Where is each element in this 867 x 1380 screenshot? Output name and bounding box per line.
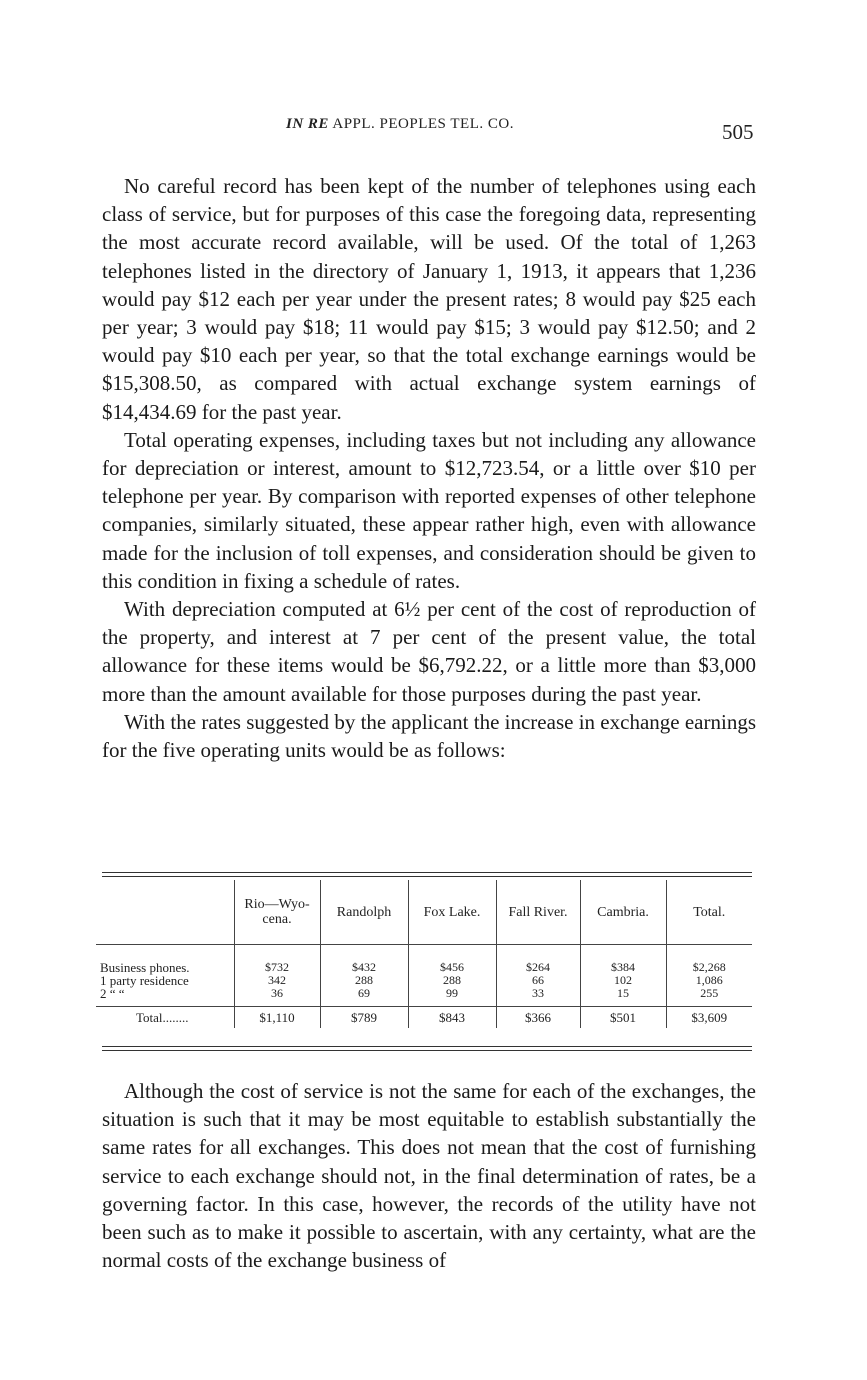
cell-value: 69 (358, 986, 370, 1000)
column-header: Fox Lake. (408, 880, 496, 945)
table-cell-rio-wyocena (234, 945, 320, 1007)
table-top-rule-1 (102, 872, 752, 873)
table-bottom-rule-1 (102, 1046, 752, 1047)
body-text-before-table (102, 172, 756, 764)
paragraph-suggested-rates: With the rates suggested by the applicant the increase in exchange earnings for the five operating units would be as follows: (102, 709, 756, 763)
cell-value: 288 (355, 973, 373, 987)
table-cell-fall-river (496, 945, 580, 1007)
cell-value: 66 (532, 973, 544, 987)
earnings-increase-table (96, 880, 752, 1028)
total-cell: $366 (496, 1007, 580, 1029)
cell-value: $456 (440, 960, 464, 974)
table-total-row (96, 1007, 752, 1029)
row-label: Business phones. (100, 960, 190, 975)
running-head-case-prefix: IN RE (286, 116, 329, 132)
cell-value: 15 (617, 986, 629, 1000)
row-label: 1 party residence (100, 973, 189, 988)
cell-value: $264 (526, 960, 550, 974)
total-label: Total........ (96, 1007, 234, 1029)
cell-value: $432 (352, 960, 376, 974)
cell-value: 288 (443, 973, 461, 987)
paragraph-cost-of-service: Although the cost of service is not the same for each of the exchanges, the situation is such that it may be most equitable to establish substantially the same rates for all exchanges. This does not mean that the cost of furnishing service to each exchange should not, in the final determination of rates, be a governing factor. In this case, however, the records of the utility have not been such as to make it possible to ascertain, with any certainty, what are the normal costs of the exchange business of (102, 1079, 756, 1273)
paragraph-operating-expenses: Total operating expenses, including taxes but not including any allowance for depreciation or interest, amount to $12,723.54, or a little over $10 per telephone per year. By comparison with reported expenses of other telephone companies, similarly situated, these appear rather high, even with allowance made for the inclusion of toll expenses, and consideration should be given to this condition in fixing a schedule of rates. (102, 427, 756, 593)
total-cell: $789 (320, 1007, 408, 1029)
row-labels (96, 945, 234, 1007)
running-head (286, 116, 514, 133)
column-header: Total. (666, 880, 752, 945)
column-header: Randolph (320, 880, 408, 945)
table-bottom-rule-2 (102, 1050, 752, 1051)
cell-value: 33 (532, 986, 544, 1000)
table-cell-total (666, 945, 752, 1007)
total-cell: $843 (408, 1007, 496, 1029)
cell-value: $732 (265, 960, 289, 974)
column-header: Fall River. (496, 880, 580, 945)
cell-value: 342 (268, 973, 286, 987)
cell-value: $384 (611, 960, 635, 974)
running-head-title: APPL. PEOPLES TEL. CO. (328, 116, 514, 132)
table-header-row (96, 880, 752, 945)
total-cell: $501 (580, 1007, 666, 1029)
total-cell: $1,110 (234, 1007, 320, 1029)
table-cell-cambria (580, 945, 666, 1007)
cell-value: 102 (614, 973, 632, 987)
column-header: Cambria. (580, 880, 666, 945)
cell-value: 36 (271, 986, 283, 1000)
body-text-after-table (102, 1077, 756, 1274)
cell-value: 1,086 (695, 973, 723, 987)
cell-value: 255 (700, 986, 719, 1000)
column-header: Rio—Wyo-cena. (234, 880, 320, 945)
cell-value: 99 (446, 986, 458, 1000)
table-cell-fox-lake (408, 945, 496, 1007)
cell-value: $2,268 (692, 960, 726, 974)
paragraph-telephone-records: No careful record has been kept of the number of telephones using each class of service, but for purposes of this case the foregoing data, representing the most accurate record available, will be used. Of the total of 1,263 telephones listed in the directory of January 1, 1913, it appears that 1,236 would pay $12 each per year under the present rates; 8 would pay $25 each per year; 3 would pay $18; 11 would pay $15; 3 would pay $12.50; and 2 would pay $10 each per year, so that the total exchange earnings would be $15,308.50, as compared with actual exchange system earnings of $14,434.69 for the past year. (102, 174, 756, 424)
table-row (96, 945, 752, 1007)
table-cell-randolph (320, 945, 408, 1007)
table-top-rule-2 (102, 876, 752, 877)
page-number: 505 (722, 120, 754, 144)
table-stub-header (96, 880, 234, 945)
total-cell: $3,609 (666, 1007, 752, 1029)
paragraph-depreciation: With depreciation computed at 6½ per cent of the cost of reproduction of the property, and interest at 7 per cent of the present value, the total allowance for these items would be $6,792.22, or a little more than $3,000 more than the amount available for those purposes during the past year. (102, 597, 756, 706)
row-label: 2 “ “ (100, 986, 125, 1001)
